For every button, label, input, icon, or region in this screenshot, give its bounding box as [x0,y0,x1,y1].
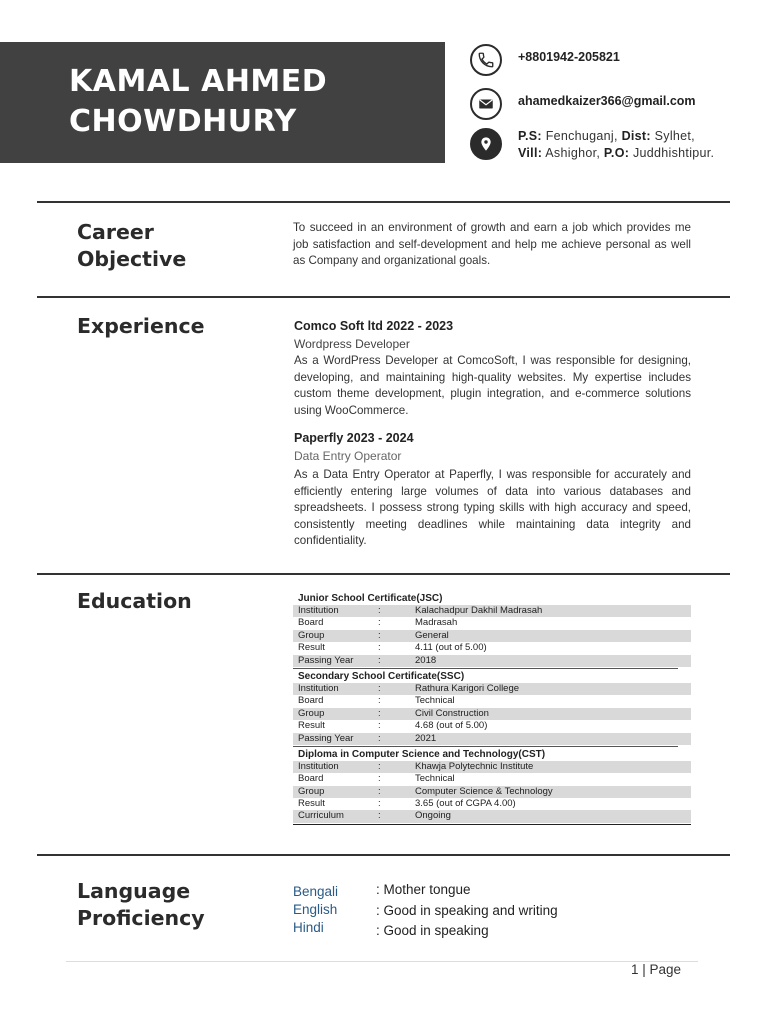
language-name: Bengali [293,884,339,899]
contact-address-row [470,128,714,162]
section-divider [37,201,730,203]
contact-email-row [470,88,696,120]
address-block [518,128,714,162]
table-row: Group : General [293,630,691,642]
language-title: Language Proficiency [77,879,205,930]
edu-block-heading: Secondary School Certificate(SSC) [298,670,465,682]
experience-title: Experience [77,314,205,338]
table-row: Group : Computer Science & Technology [293,786,691,798]
language-level: : Mother tongue [376,882,471,897]
table-row: Result : 3.65 (out of CGPA 4.00) [298,798,516,810]
table-row: Passing Year : 2018 [293,655,691,667]
address-line-2: Vill: Ashighor, P.O: Juddhishtipur. [518,146,715,160]
edu-divider [293,824,691,825]
language-name: Hindi [293,920,324,935]
career-text: To succeed in an environment of growth and earn a job which provides me job satisfaction and self-development and help me achieve personal as well as Company and organizational goals. [293,221,691,267]
education-table [293,592,691,826]
language-level: : Good in speaking [376,923,489,938]
section-divider [37,854,730,856]
table-row: Institution : Rathura Karigori College [293,683,691,695]
career-title: Career Objective [77,220,187,271]
section-divider [37,573,730,575]
page-number: 1 | Page [631,962,682,977]
location-pin-icon [470,128,502,160]
name-line-1: KAMAL AHMED [69,64,328,99]
job-role: Data Entry Operator [294,449,402,463]
table-row: Board : Madrasah [298,617,458,629]
edu-divider [293,668,678,669]
address-line-1: P.S: Fenchuganj, Dist: Sylhet, [518,129,695,143]
language-name: English [293,902,338,917]
edu-block-heading: Junior School Certificate(JSC) [298,593,443,604]
phone-icon [470,44,502,76]
table-row: Curriculum : Ongoing [293,810,691,822]
table-row: Institution : Khawja Polytechnic Institute [293,761,691,773]
email-address: ahamedkaizer366@gmail.com [518,94,696,108]
envelope-icon [470,88,502,120]
table-row: Institution : Kalachadpur Dakhil Madrasah [293,605,691,617]
job-description: As a Data Entry Operator at Paperfly, I was responsible for accurately and efficiently entering large volumes of data into various databases and spreadsheets. I possess strong typing skills with high accuracy and speed, consistently meeting deadlines while maintaining data integrity and confidentiality. [294,468,691,547]
table-row: Result : 4.11 (out of 5.00) [298,642,487,654]
education-title: Education [77,589,192,613]
table-row: Board : Technical [298,695,455,707]
edu-divider [293,746,678,747]
table-row: Group : Civil Construction [293,708,691,720]
job-description: As a WordPress Developer at ComcoSoft, I was responsible for designing, developing, and maintaining high-quality websites. My expertise includes custom theme development, plugin integration, and e-commerce solutions using WooCommerce. [294,354,691,417]
table-row: Board : Technical [298,773,455,785]
table-row: Passing Year : 2021 [293,733,691,745]
language-level: : Good in speaking and writing [376,903,558,918]
job-role: Wordpress Developer [294,337,410,351]
table-row: Result : 4.68 (out of 5.00) [298,720,488,732]
job-heading: Paperfly 2023 - 2024 [294,431,414,445]
section-divider [37,296,730,298]
footer-divider [66,961,698,962]
edu-block-heading: Diploma in Computer Science and Technology(CST) [298,748,546,760]
name-banner [0,42,445,163]
name-line-2: CHOWDHURY [69,104,297,139]
phone-number: +8801942-205821 [518,50,620,64]
job-heading: Comco Soft ltd 2022 - 2023 [294,319,454,333]
contact-phone-row [470,44,620,76]
